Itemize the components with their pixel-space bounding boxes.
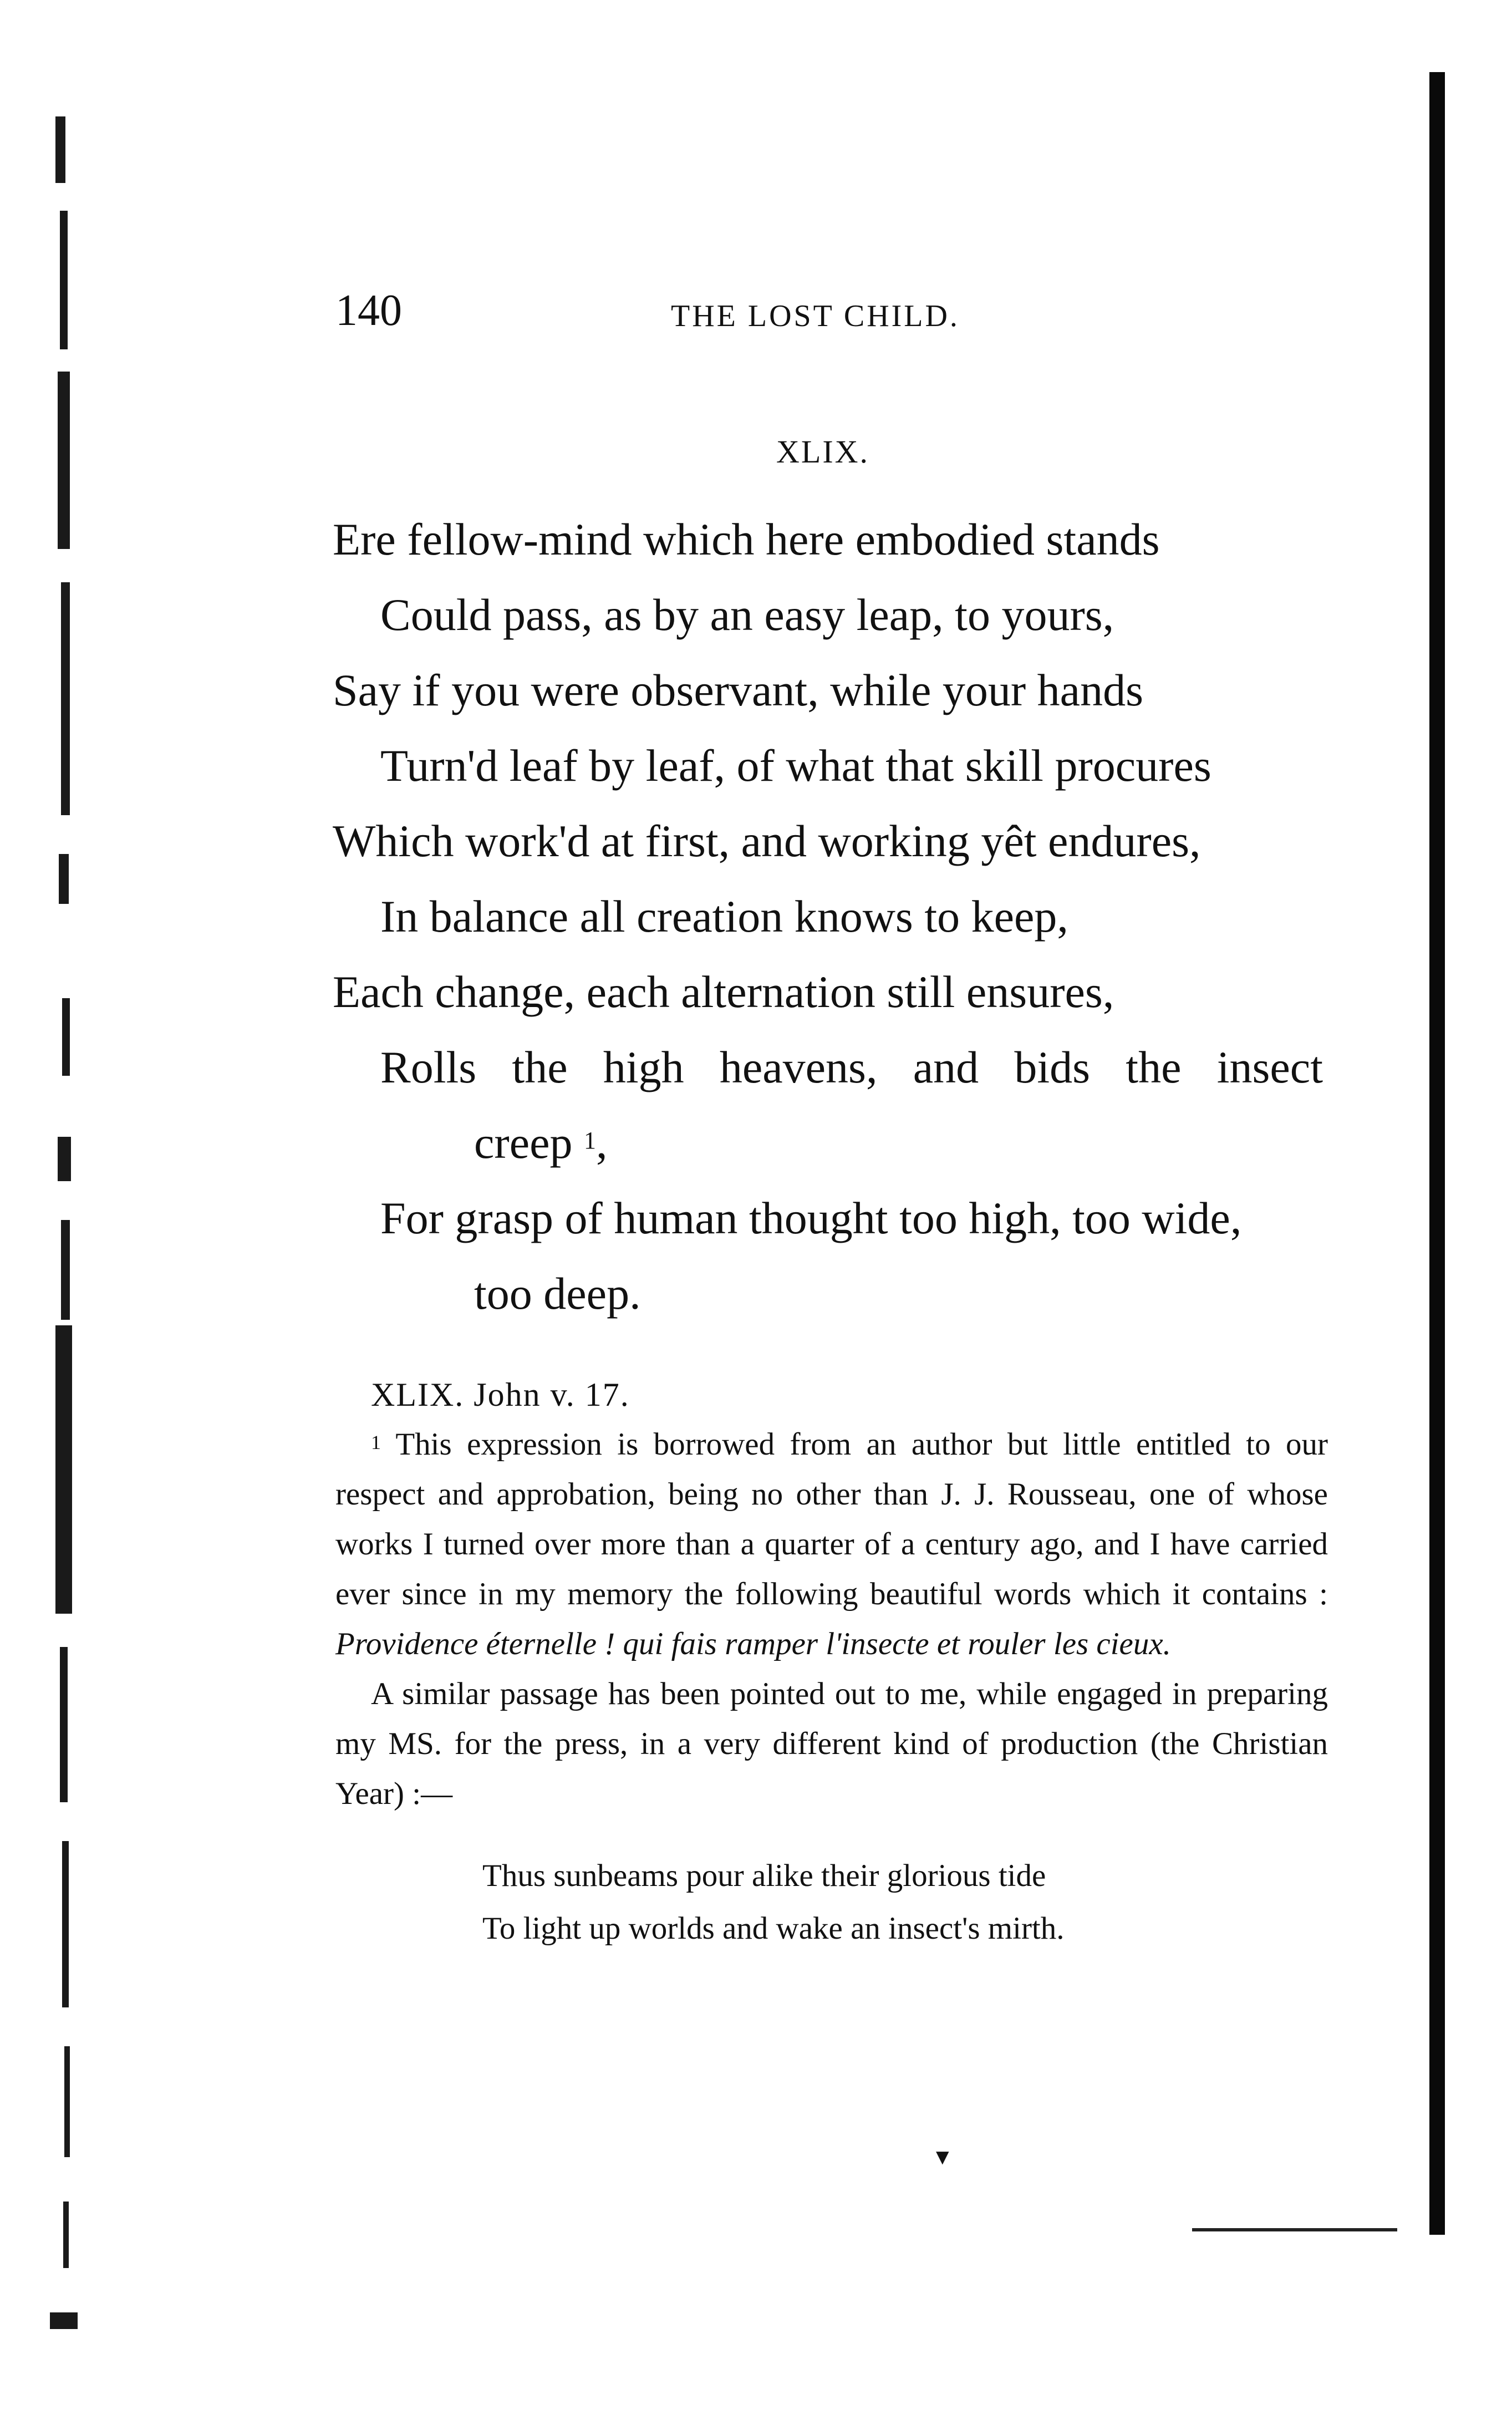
footnote-marker: 1 xyxy=(584,1127,596,1154)
quoted-verse xyxy=(482,1849,1314,1955)
verse-word: and xyxy=(913,1042,979,1092)
footnotes xyxy=(335,1370,1328,1819)
quoted-verse-line: Thus sunbeams pour alike their glorious tide xyxy=(482,1858,1046,1893)
section-number: XLIX. xyxy=(776,434,870,470)
footnote xyxy=(335,1420,1328,1669)
footnote-text: This expression is borrowed from an author but little entitled to our respect and approbation, being no other than J. J. Rousseau, one of whose works I turned over more than a quarter of a century ago, and I have carried ever since in my memory the following beautiful words which it contains : xyxy=(335,1427,1328,1611)
verse-stanza xyxy=(333,502,1331,1331)
verse-line-continuation: too deep. xyxy=(474,1268,641,1319)
running-title: THE LOST CHILD. xyxy=(671,299,960,333)
verse-word: the xyxy=(512,1042,568,1092)
verse-text: creep xyxy=(474,1117,573,1168)
verse-line: For grasp of human thought too high, too wide, xyxy=(380,1193,1242,1243)
page-number: 140 xyxy=(335,286,402,335)
quoted-verse-line: To light up worlds and wake an insect's mirth. xyxy=(482,1911,1065,1946)
running-head xyxy=(0,277,1512,344)
bottom-edge-rule xyxy=(1192,2228,1397,2231)
verse-line-justified xyxy=(333,1030,1323,1105)
verse-word: bids xyxy=(1014,1042,1091,1092)
verse-line: Could pass, as by an easy leap, to yours, xyxy=(380,589,1114,640)
footnote-french-quote: Providence éternelle ! qui fais ramper l'insecte et rouler les cieux. xyxy=(335,1626,1171,1661)
verse-line: Each change, each alternation still ensures, xyxy=(333,967,1114,1017)
footnote-marker: 1 xyxy=(371,1431,381,1453)
verse-line: Say if you were observant, while your hands xyxy=(333,665,1143,715)
verse-word: Rolls xyxy=(380,1042,477,1092)
binding-edge-shadow xyxy=(33,83,100,2357)
verse-line: In balance all creation knows to keep, xyxy=(380,891,1068,942)
verse-line: Which work'd at first, and working yêt endures, xyxy=(333,816,1201,866)
right-edge-rule xyxy=(1429,72,1445,2235)
footnote-paragraph: A similar passage has been pointed out to me, while engaged in preparing my MS. for the press, in a very different kind of production (the Christian Year) :— xyxy=(335,1676,1328,1811)
scripture-reference: XLIX. John v. 17. xyxy=(371,1376,630,1413)
verse-line-continuation xyxy=(333,1105,1331,1181)
verse-line: Turn'd leaf by leaf, of what that skill procures xyxy=(380,740,1211,791)
ink-speck: ▼ xyxy=(931,2144,954,2169)
verse-word: insect xyxy=(1216,1042,1323,1092)
verse-line: Ere fellow-mind which here embodied stands xyxy=(333,514,1160,565)
verse-word: heavens, xyxy=(719,1042,878,1092)
verse-punctuation: , xyxy=(596,1117,608,1168)
verse-word: the xyxy=(1126,1042,1182,1092)
verse-word: high xyxy=(603,1042,684,1092)
